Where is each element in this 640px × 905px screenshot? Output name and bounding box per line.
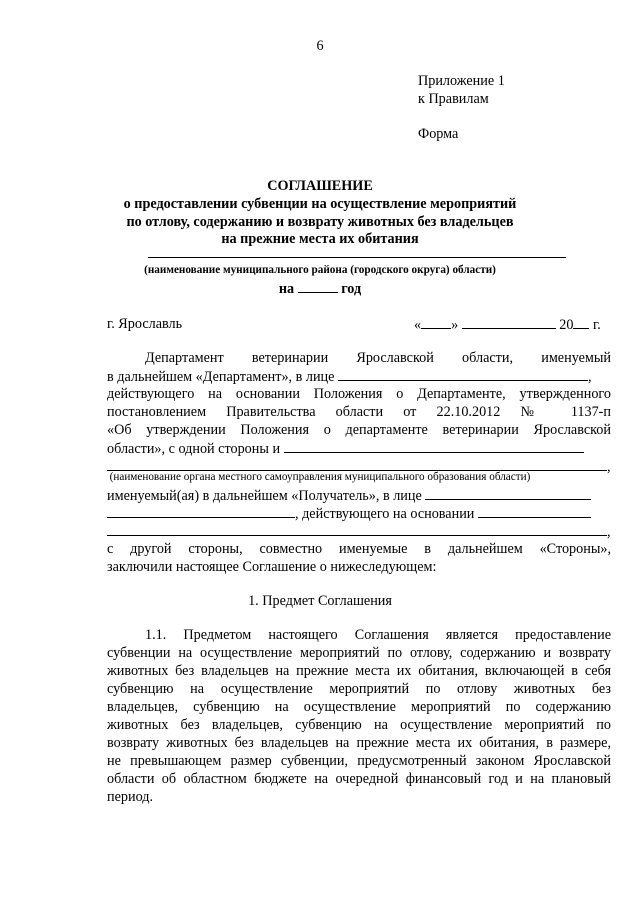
month-blank	[462, 315, 556, 329]
preamble-line-5: «Об утверждении Положения о департаменте ветеринарии Ярославской	[107, 422, 611, 438]
section-1-line-8: не превышающем размер субвенции, предусмотренный законом Ярославской	[107, 753, 611, 769]
date-suffix: г.	[593, 317, 601, 333]
preamble-line-8	[107, 486, 591, 505]
preamble-line-2-text: в дальнейшем «Департамент», в лице	[107, 369, 335, 385]
section-1-line-10: период.	[107, 789, 154, 805]
section-1-line-9: области об областном бюджете на очередной финансовый год и на плановый	[107, 771, 611, 787]
basis-blank	[478, 504, 591, 518]
preamble-line-6	[107, 439, 584, 458]
section-1-line-2: субвенции на осуществление мероприятий по отлову, содержанию и возврату	[107, 645, 611, 661]
section-1-line-5: владельцев, субвенцию на осуществление мероприятий по содержанию	[107, 699, 611, 715]
year-prefix: на	[278, 281, 295, 297]
district-blank-line	[148, 257, 566, 258]
preamble-line-2	[107, 367, 592, 386]
preamble-line-11: с другой стороны, совместно именуемые в дальнейшем «Стороны»,	[107, 541, 611, 557]
year-blank	[298, 279, 338, 293]
page-number: 6	[316, 38, 324, 54]
day-blank	[421, 315, 451, 329]
title-line-1: о предоставлении субвенции на осуществление мероприятий	[123, 196, 517, 212]
doc-title: СОГЛАШЕНИЕ	[267, 178, 373, 194]
year-line	[0, 279, 640, 298]
appendix-label: Приложение 1	[418, 73, 505, 89]
place: г. Ярославль	[107, 316, 183, 332]
year-suffix: год	[341, 281, 362, 297]
org-note: (наименование органа местного самоуправления муниципального образования области)	[109, 471, 531, 483]
preamble-line-10-comma: ,	[607, 524, 611, 540]
preamble-line-7-comma: ,	[607, 459, 611, 475]
district-note: (наименование муниципального района (городского округа) области)	[144, 264, 496, 276]
title-line-2: по отлову, содержанию и возврату животных без владельцев	[126, 214, 514, 230]
appendix-rules: к Правилам	[418, 91, 489, 107]
section-1-line-3: животных без владельцев на прежние места их обитания, включающей в себя	[107, 663, 611, 679]
date-close-quote: »	[451, 317, 459, 333]
year-digits-blank	[573, 315, 589, 329]
preamble-line-12: заключили настоящее Соглашение о нижеследующем:	[107, 559, 437, 575]
preamble-line-10	[107, 522, 611, 541]
municipality-blank-2	[107, 457, 607, 471]
preamble-line-1: Департамент ветеринарии Ярославской области, именуемый	[145, 350, 611, 366]
section-1-line-7: возврату животных без владельцев на прежние места их обитания, в размере,	[107, 735, 611, 751]
municipality-blank	[284, 439, 584, 453]
date-century: 20	[559, 317, 574, 333]
recipient-rep-blank-2	[107, 504, 295, 518]
preamble-line-4: постановлением Правительства области от 22.10.2012 № 1137-п	[107, 404, 611, 420]
section-1-heading: 1. Предмет Соглашения	[248, 593, 392, 609]
preamble-line-2-comma: ,	[587, 369, 592, 385]
basis-blank-2	[107, 522, 607, 536]
form-label: Форма	[418, 126, 459, 142]
section-1-line-1: 1.1. Предметом настоящего Соглашения является предоставление	[145, 627, 611, 643]
date-open-quote: «	[414, 317, 422, 333]
section-1-line-6: животных без владельцев, субвенцию на осуществление мероприятий по	[107, 717, 611, 733]
title-line-3: на прежние места их обитания	[221, 231, 419, 247]
preamble-line-3: действующего на основании Положения о Департаменте, утвержденного	[107, 386, 611, 402]
preamble-line-9	[107, 504, 591, 523]
preamble-line-9-text: , действующего на основании	[295, 506, 475, 522]
section-1-line-4: субвенцию на осуществление мероприятий по отлову животных без	[107, 681, 611, 697]
preamble-line-8-text: именуемый(ая) в дальнейшем «Получатель», в лице	[107, 488, 422, 504]
preamble-line-6-text: области», с одной стороны и	[107, 441, 281, 457]
date-line	[414, 315, 601, 334]
recipient-rep-blank	[425, 486, 591, 500]
department-rep-blank	[338, 367, 588, 381]
